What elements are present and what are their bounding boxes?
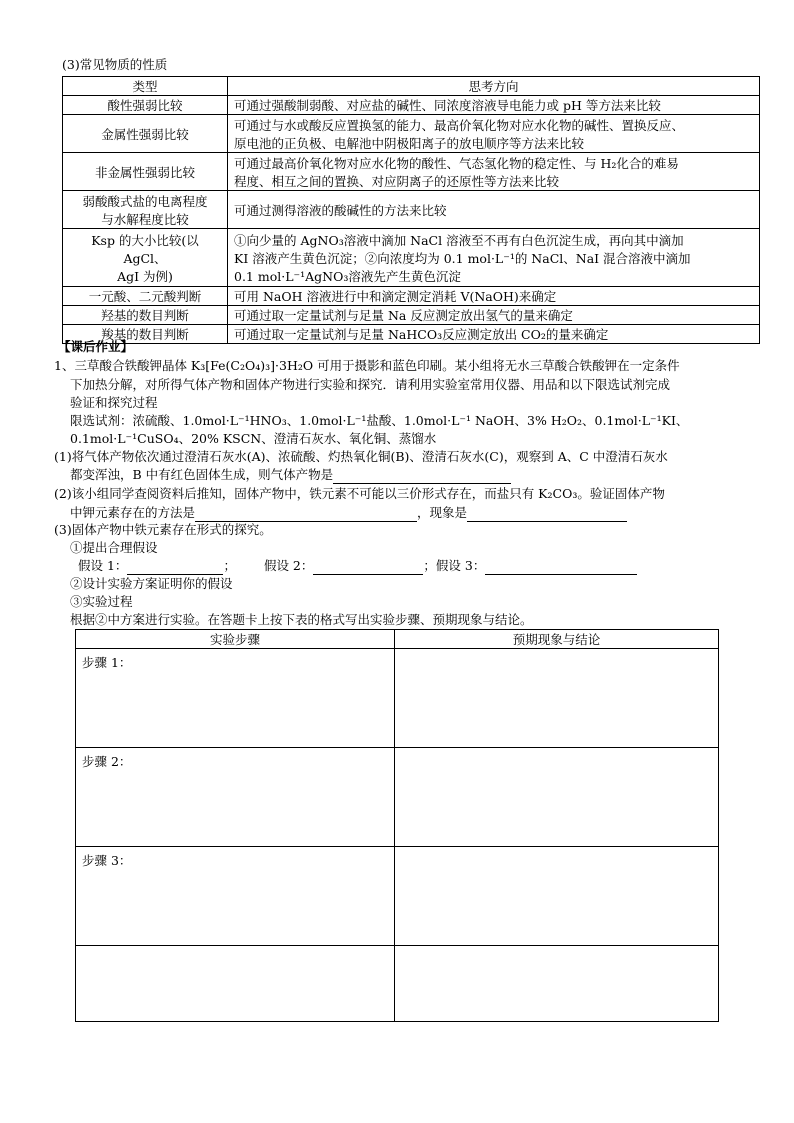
method-line: 可通过与水或酸反应置换氢的能力、最高价氧化物对应水化物的碱性、置换反应、 [234, 117, 685, 133]
step2-title: ②设计实验方案证明你的假设 [70, 576, 233, 591]
row-type: 非金属性强弱比较 [63, 153, 228, 191]
header-method: 思考方向 [228, 77, 760, 96]
step-cell[interactable] [76, 946, 395, 1022]
table-row [63, 325, 760, 344]
hyp3-label: ；假设 3： [423, 558, 486, 573]
answer-blank[interactable] [195, 507, 417, 522]
header-steps: 实验步骤 [76, 630, 395, 649]
section-title: (3)常见物质的性质 [62, 57, 168, 72]
separator: ； [223, 558, 236, 573]
expected-cell[interactable] [395, 649, 719, 748]
step3-title: ③实验过程 [70, 594, 133, 609]
row-type: 一元酸、二元酸判断 [63, 287, 228, 306]
table-row [76, 946, 719, 1022]
row-method: 可通过测得溶液的酸碱性的方法来比较 [228, 191, 760, 229]
type-line: 弱酸酸式盐的电离程度 [82, 193, 208, 209]
properties-table [62, 76, 760, 344]
part3-title: (3)固体产物中铁元素存在形式的探究。 [54, 522, 272, 537]
method-line: 程度、相互之间的置换、对应阴离子的还原性等方法来比较 [234, 173, 560, 189]
method-line: 原电池的正负极、电解池中阴极阳离子的放电顺序等方法来比较 [234, 135, 585, 151]
step1-title: ①提出合理假设 [70, 540, 158, 555]
method-line: ①向少量的 AgNO₃溶液中滴加 NaCl 溶液至不再有白色沉淀生成，再向其中滴加 [234, 232, 684, 248]
table-row [63, 229, 760, 287]
header-expected: 预期现象与结论 [395, 630, 719, 649]
q1-line: 0.1mol·L⁻¹CuSO₄、20% KSCN、澄清石灰水、氧化铜、蒸馏水 [70, 431, 437, 446]
table-row [63, 191, 760, 229]
row-method: 可通过取一定量试剂与足量 NaHCO₃反应测定放出 CO₂的量来确定 [228, 325, 760, 344]
table-row [63, 96, 760, 115]
type-line: 与水解程度比较 [101, 211, 189, 227]
table-row [63, 306, 760, 325]
hyp1-label: 假设 1： [78, 558, 128, 573]
answer-blank[interactable] [333, 469, 511, 484]
part2-text: ，现象是 [417, 505, 468, 520]
header-type: 类型 [63, 77, 228, 96]
row-method [228, 229, 760, 287]
part1-line [70, 466, 511, 484]
row-method: 可通过取一定量试剂与足量 Na 反应测定放出氢气的量来确定 [228, 306, 760, 325]
table-row [76, 847, 719, 946]
q1-line: 1、三草酸合铁酸钾晶体 K₃[Fe(C₂O₄)₃]·3H₂O 可用于摄影和蓝色印刷。某小组将无水三草酸合铁酸钾在一定条件 [54, 358, 680, 373]
table-row [63, 115, 760, 153]
step-cell[interactable]: 步骤 1： [76, 649, 395, 748]
experiment-table [75, 629, 719, 1022]
method-line: 可通过最高价氧化物对应水化物的酸性、气态氢化物的稳定性、与 H₂化合的难易 [234, 155, 679, 171]
row-method: 可用 NaOH 溶液进行中和滴定测定消耗 V(NaOH)来确定 [228, 287, 760, 306]
row-type: 羟基的数目判断 [63, 306, 228, 325]
hyp1-blank[interactable] [127, 560, 223, 575]
step-cell[interactable]: 步骤 3： [76, 847, 395, 946]
part1-line: (1)将气体产物依次通过澄清石灰水(A)、浓硫酸、灼热氧化铜(B)、澄清石灰水(C)，观察到 A、C 中澄清石灰水 [54, 449, 668, 464]
row-type: 羧基的数目判断 [63, 325, 228, 344]
expected-cell[interactable] [395, 847, 719, 946]
part2-line: (2)该小组同学查阅资料后推知，固体产物中，铁元素不可能以三价形式存在，而盐只有 K₂CO₃。验证固体产物 [54, 486, 665, 501]
hyp2-label: 假设 2： [263, 558, 314, 573]
q1-line: 限选试剂：浓硫酸、1.0mol·L⁻¹HNO₃、1.0mol·L⁻¹盐酸、1.0mol·L⁻¹ NaOH、3% H₂O₂、0.1mol·L⁻¹KI、 [70, 413, 689, 428]
answer-blank[interactable] [467, 507, 627, 522]
expected-cell[interactable] [395, 946, 719, 1022]
row-type [63, 229, 228, 287]
table-row [76, 649, 719, 748]
row-method: 可通过强酸制弱酸、对应盐的碱性、同浓度溶液导电能力或 pH 等方法来比较 [228, 96, 760, 115]
table-row [63, 287, 760, 306]
step-cell[interactable]: 步骤 2： [76, 748, 395, 847]
row-type: 金属性强弱比较 [63, 115, 228, 153]
method-line: 0.1 mol·L⁻¹AgNO₃溶液先产生黄色沉淀 [234, 268, 461, 284]
part2-text: 中钾元素存在的方法是 [70, 505, 196, 520]
q1-line: 验证和探究过程 [70, 395, 158, 410]
hypothesis-line [78, 557, 637, 575]
type-line: Ksp 的大小比较(以 AgCl、 [91, 232, 199, 266]
type-line: AgI 为例) [117, 268, 173, 284]
method-line: KI 溶液产生黄色沉淀；②向浓度均为 0.1 mol·L⁻¹的 NaCl、NaI 混合溶液中滴加 [234, 250, 691, 266]
table-row [63, 153, 760, 191]
hyp3-blank[interactable] [485, 560, 637, 575]
q1-line: 下加热分解，对所得气体产物和固体产物进行实验和探究．请利用实验室常用仪器、用品和以下限选试剂完成 [70, 377, 671, 392]
table-header-row [76, 630, 719, 649]
instruction: 根据②中方案进行实验。在答题卡上按下表的格式写出实验步骤、预期现象与结论。 [70, 612, 533, 627]
table-header-row [63, 77, 760, 96]
part1-text: 都变浑浊，B 中有红色固体生成，则气体产物是 [70, 467, 334, 482]
part2-line [70, 504, 627, 522]
row-type: 酸性强弱比较 [63, 96, 228, 115]
table-row [76, 748, 719, 847]
hyp2-blank[interactable] [313, 560, 423, 575]
row-type [63, 191, 228, 229]
expected-cell[interactable] [395, 748, 719, 847]
row-method [228, 153, 760, 191]
homework-heading: 【课后作业】 [58, 339, 134, 354]
row-method [228, 115, 760, 153]
